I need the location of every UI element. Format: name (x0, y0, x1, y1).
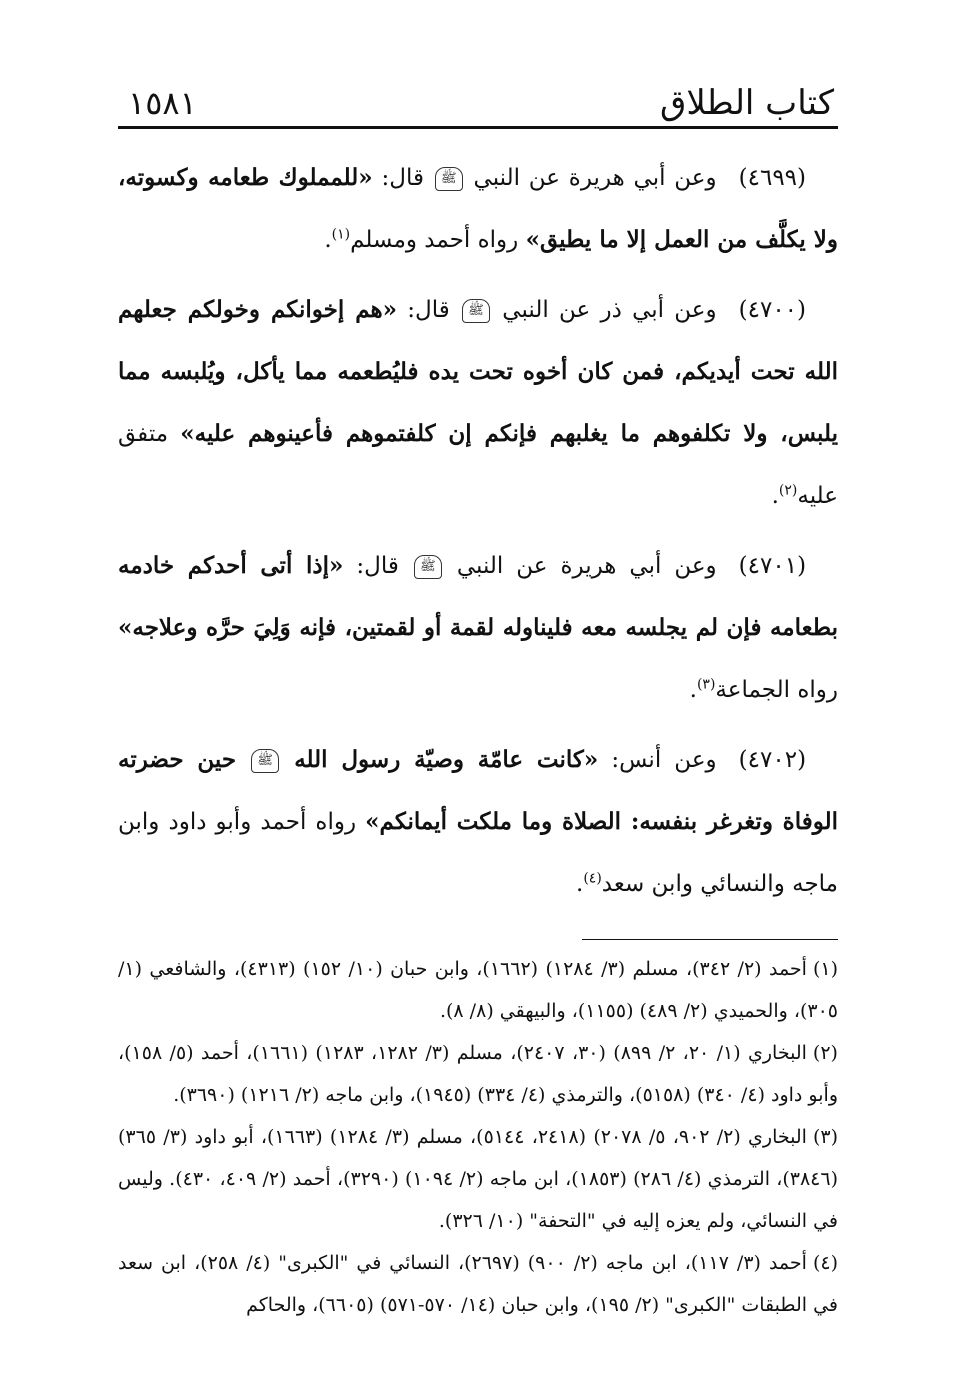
footnote-1 (118, 948, 838, 1032)
hadith-intro: وعن أبي هريرة عن النبي (473, 165, 717, 191)
footnote-text: أحمد (٣/ ١١٧)، ابن ماجه (٢/ ٩٠٠) (٢٦٩٧)، النسائي في "الكبرى" (٤/ ٢٥٨)، ابن سعد في الطبقات "الكبرى" (٢/ ١٩٥)، وابن حبان (١٤/ ٥٧٠-٥٧١) (٦٦٠٥)، والحاكم (118, 1252, 838, 1316)
footnote-3 (118, 1116, 838, 1242)
hadith-number: (٤٧٠٠) (738, 297, 807, 323)
footnotes (118, 948, 838, 1326)
hadith-intro: وعن أبي هريرة عن النبي (456, 553, 717, 579)
hadith-attribution: متفق عليه (118, 421, 838, 509)
hadith-qala: قال: (407, 297, 450, 323)
footnote-2 (118, 1032, 838, 1116)
hadith-number: (٤٧٠١) (738, 553, 807, 579)
footnote-number: (٣) (812, 1126, 839, 1148)
footnote-number: (٢) (812, 1042, 838, 1064)
footnote-text: البخاري (٢/ ٩٠٢، ٥/ ٢٠٧٨) (٢٤١٨، ٥١٤٤)، مسلم (٣/ ١٢٨٤) (١٦٦٣)، أبو داود (٣/ ٣٦٥) (٣٨٤٦)، الترمذي (٤/ ٢٨٦) (١٨٥٣)، ابن ماجه (٢/ ١٠٩٤) (٣٢٩٠)، أحمد (٢/ ٤٠٩، ٤٣٠). وليس في النسائي، ولم يعزه إليه في "التحفة" (١٠/ ٣٢٦). (118, 1126, 839, 1232)
footnote-text: أحمد (٢/ ٣٤٢)، مسلم (٣/ ١٢٨٤) (١٦٦٢)، وابن حبان (١٠/ ١٥٢) (٤٣١٣)، والشافعي (١/ ٣٠٥)، والحميدي (٢/ ٤٨٩) (١١٥٥)، والبيهقي (٨/ ٨). (118, 958, 838, 1022)
running-header (118, 80, 838, 129)
footnote-number: (١) (812, 958, 839, 980)
footnote-ref: (٤) (583, 870, 602, 887)
footnote-separator (582, 939, 838, 940)
hadith-matn-rest: حين حضرته الوفاة وتغرغر بنفسه: الصلاة وما ملكت أيمانكم» (118, 746, 839, 835)
hadith-qala: قال: (381, 165, 424, 191)
salawat-icon: ﷺ (435, 167, 463, 191)
book-page (118, 80, 838, 1356)
hadith-number: (٤٦٩٩) (738, 165, 807, 191)
hadith-intro: وعن أنس: (611, 747, 717, 773)
footnote-ref: (٢) (778, 482, 798, 499)
book-title: كتاب الطلاق (660, 83, 834, 123)
hadith-qala: قال: (356, 553, 399, 579)
hadith-4702 (118, 729, 838, 915)
hadith-matn: «هم إخوانكم وخولكم جعلهم الله تحت أيديكم، فمن كان أخوه تحت يده فليُطعمه مما يأكل، ويُلبسه مما يلبس، ولا تكلفوهم ما يغلبهم فإنكم إن كلفتموهم فأعينوهم عليه» (118, 296, 839, 447)
hadith-matn-start: «كانت عامّة وصيّة رسول الله (294, 746, 599, 773)
hadith-4699 (118, 147, 838, 271)
hadith-end: . (576, 871, 584, 897)
main-text (118, 147, 838, 915)
hadith-intro: وعن أبي ذر عن النبي (502, 297, 717, 323)
salawat-icon: ﷺ (251, 749, 279, 773)
hadith-attribution: رواه أحمد وأبو داود وابن ماجه والنسائي وابن سعد (118, 809, 838, 897)
footnote-ref: (٣) (696, 676, 716, 693)
hadith-number: (٤٧٠٢) (738, 747, 807, 773)
hadith-matn: «إذا أتى أحدكم خادمه بطعامه فإن لم يجلسه معه فليناوله لقمة أو لقمتين، فإنه وَلِيَ حرَّه وعلاجه» (118, 552, 838, 641)
hadith-end: . (771, 483, 779, 509)
footnote-number: (٤) (812, 1252, 838, 1274)
hadith-attribution: رواه أحمد ومسلم (350, 227, 519, 253)
page-number: ١٥٨١ (128, 84, 197, 122)
footnote-4 (118, 1242, 838, 1326)
hadith-4700 (118, 279, 838, 527)
footnote-text: البخاري (١/ ٢٠، ٢/ ٨٩٩) (٣٠، ٢٤٠٧)، مسلم (٣/ ١٢٨٢، ١٢٨٣) (١٦٦١)، أحمد (٥/ ١٥٨)، وأبو داود (٤/ ٣٤٠) (٥١٥٨)، والترمذي (٤/ ٣٣٤) (١٩٤٥)، وابن ماجه (٢/ ١٢١٦) (٣٦٩٠). (118, 1042, 838, 1106)
salawat-icon: ﷺ (414, 555, 442, 579)
hadith-attribution: رواه الجماعة (715, 677, 838, 703)
hadith-end: . (689, 677, 697, 703)
salawat-icon: ﷺ (462, 299, 490, 323)
hadith-matn: «للمملوك طعامه وكسوته، ولا يكلَّف من العمل إلا ما يطيق» (118, 164, 838, 253)
hadith-end: . (324, 227, 332, 253)
footnote-ref: (١) (331, 226, 351, 243)
hadith-4701 (118, 535, 838, 721)
